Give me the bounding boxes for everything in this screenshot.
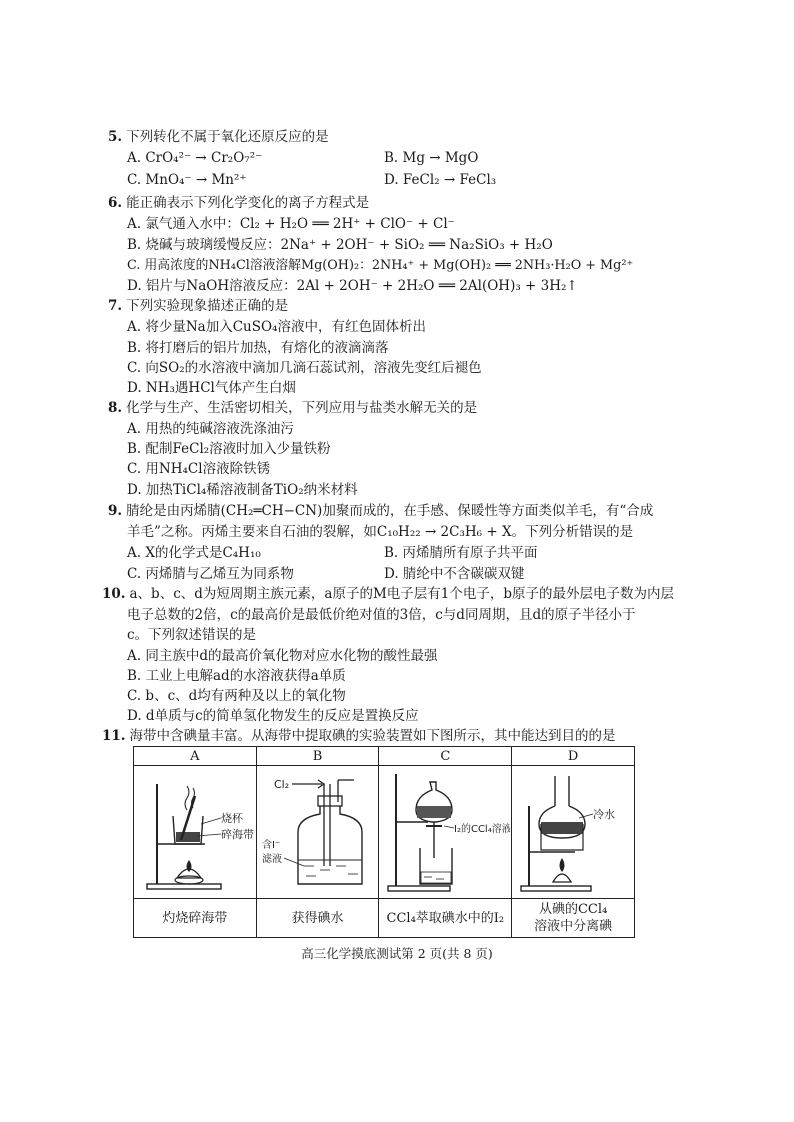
question-5 xyxy=(108,127,329,148)
header-b: B xyxy=(256,747,379,766)
label-seaweed: 碎海带 xyxy=(220,828,254,841)
option-c: C. 向SO₂的水溶液中滴加几滴石蕊试剂，溶液先变红后褪色 xyxy=(127,360,482,376)
option-b: B. 丙烯腈所有原子共平面 xyxy=(384,545,538,561)
header-a: A xyxy=(134,747,257,766)
caption-c: CCl₄萃取碘水中的I₂ xyxy=(379,899,512,938)
question-stem: 能正确表示下列化学变化的离子方程式是 xyxy=(126,195,370,211)
question-10 xyxy=(102,584,674,605)
option-d: D. 加热TiCl₄稀溶液制备TiO₂纳米材料 xyxy=(127,482,358,498)
question-9 xyxy=(108,501,653,522)
option-b: B. 烧碱与玻璃缓慢反应：2Na⁺ + 2OH⁻ + SiO₂ ══ Na₂SiO₃ + H₂O xyxy=(127,237,553,253)
apparatus-c-cell xyxy=(379,766,512,899)
question-stem: 腈纶是由丙烯腈(CH₂═CH−CN)加聚而成的，在手感、保暖性等方面类似羊毛，有“合成 xyxy=(126,503,654,519)
apparatus-table xyxy=(133,746,635,938)
caption-d-line1: 从碘的CCl₄ xyxy=(538,902,608,917)
caption-b: 获得碘水 xyxy=(256,899,379,938)
gas-bottle-apparatus xyxy=(258,766,378,894)
option-d: D. FeCl₂ → FeCl₃ xyxy=(384,172,497,188)
option-a: A. 用热的纯碱溶液洗涤油污 xyxy=(127,421,294,437)
label-iodide: 含I⁻ xyxy=(261,840,280,851)
label-cl2: Cl₂ xyxy=(273,778,289,791)
option-a: A. 同主族中d的最高价氧化物对应水化物的酸性最强 xyxy=(127,648,438,664)
question-stem-continued: 羊毛”之称。丙烯主要来自石油的裂解，如C₁₀H₂₂ → 2C₃H₆ + X。下列分析错误的是 xyxy=(127,524,634,540)
apparatus-a-cell xyxy=(134,766,257,899)
flask-sublimation-apparatus xyxy=(513,766,633,894)
question-7 xyxy=(108,296,288,317)
question-number: 10. xyxy=(102,586,126,602)
option-b: B. 工业上电解ad的水溶液获得a单质 xyxy=(127,668,346,684)
question-11 xyxy=(102,726,616,747)
question-number: 8. xyxy=(108,400,123,416)
option-b: B. 配制FeCl₂溶液时加入少量铁粉 xyxy=(127,441,331,457)
question-number: 11. xyxy=(102,728,126,744)
question-number: 6. xyxy=(108,195,123,211)
question-stem-continued: 电子总数的2倍，c的最高价是最低价绝对值的3倍，c与d同周期，且d的原子半径小于 xyxy=(127,607,636,623)
option-c: C. 用NH₄Cl溶液除铁锈 xyxy=(127,461,271,477)
option-a: A. CrO₄²⁻ → Cr₂O₇²⁻ xyxy=(127,150,263,166)
option-b: B. 将打磨后的铝片加热，有熔化的液滴滴落 xyxy=(127,340,389,356)
option-b: B. Mg → MgO xyxy=(384,150,479,166)
separatory-funnel-apparatus xyxy=(380,766,510,894)
option-d: D. NH₃遇HCl气体产生白烟 xyxy=(127,380,296,396)
question-8 xyxy=(108,398,477,419)
label-filtrate: 滤液 xyxy=(261,854,282,865)
option-d: D. 腈纶中不含碳碳双键 xyxy=(384,566,525,582)
question-stem: 下列实验现象描述正确的是 xyxy=(126,298,289,314)
question-number: 7. xyxy=(108,298,123,314)
question-stem: 化学与生产、生活密切相关，下列应用与盐类水解无关的是 xyxy=(126,400,478,416)
option-c: C. b、c、d均有两种及以上的氧化物 xyxy=(127,688,346,704)
label-beaker: 烧杯 xyxy=(220,812,243,825)
crucible-burning-apparatus xyxy=(135,766,255,894)
option-d: D. d单质与c的简单氢化物发生的反应是置换反应 xyxy=(127,708,419,724)
option-c: C. MnO₄⁻ → Mn²⁺ xyxy=(127,172,247,188)
option-c: C. 用高浓度的NH₄Cl溶液溶解Mg(OH)₂：2NH₄⁺ + Mg(OH)₂ ══ 2NH₃·H₂O + Mg²⁺ xyxy=(127,258,634,273)
question-stem: 海带中含碘量丰富。从海带中提取碘的实验装置如下图所示，其中能达到目的的是 xyxy=(129,728,616,744)
label-cold-water: 冷水 xyxy=(593,808,616,821)
question-stem: a、b、c、d为短周期主族元素，a原子的M电子层有1个电子，b原子的最外层电子数为内层 xyxy=(129,586,674,602)
label-iodine-ccl4: I₂的CCl₄溶液 xyxy=(454,824,511,835)
option-a: A. 氯气通入水中：Cl₂ + H₂O ══ 2H⁺ + ClO⁻ + Cl⁻ xyxy=(127,216,455,232)
option-a: A. X的化学式是C₄H₁₀ xyxy=(127,545,261,561)
question-number: 5. xyxy=(108,129,123,145)
header-c: C xyxy=(379,747,512,766)
caption-a: 灼烧碎海带 xyxy=(134,899,257,938)
apparatus-b-cell xyxy=(256,766,379,899)
option-c: C. 丙烯腈与乙烯互为同系物 xyxy=(127,566,294,582)
page-footer: 高三化学摸底测试第 2 页(共 8 页) xyxy=(301,946,493,961)
caption-d-line2: 溶液中分离碘 xyxy=(534,919,613,934)
caption-d xyxy=(512,899,635,938)
apparatus-d-cell xyxy=(512,766,635,899)
header-d: D xyxy=(512,747,635,766)
question-stem-continued: c。下列叙述错误的是 xyxy=(127,627,257,643)
option-a: A. 将少量Na加入CuSO₄溶液中，有红色固体析出 xyxy=(127,319,426,335)
question-stem: 下列转化不属于氧化还原反应的是 xyxy=(126,129,329,145)
question-6 xyxy=(108,193,369,214)
option-d: D. 铝片与NaOH溶液反应：2Al + 2OH⁻ + 2H₂O ══ 2Al(OH)₃ + 3H₂↑ xyxy=(127,278,578,294)
question-number: 9. xyxy=(108,503,123,519)
